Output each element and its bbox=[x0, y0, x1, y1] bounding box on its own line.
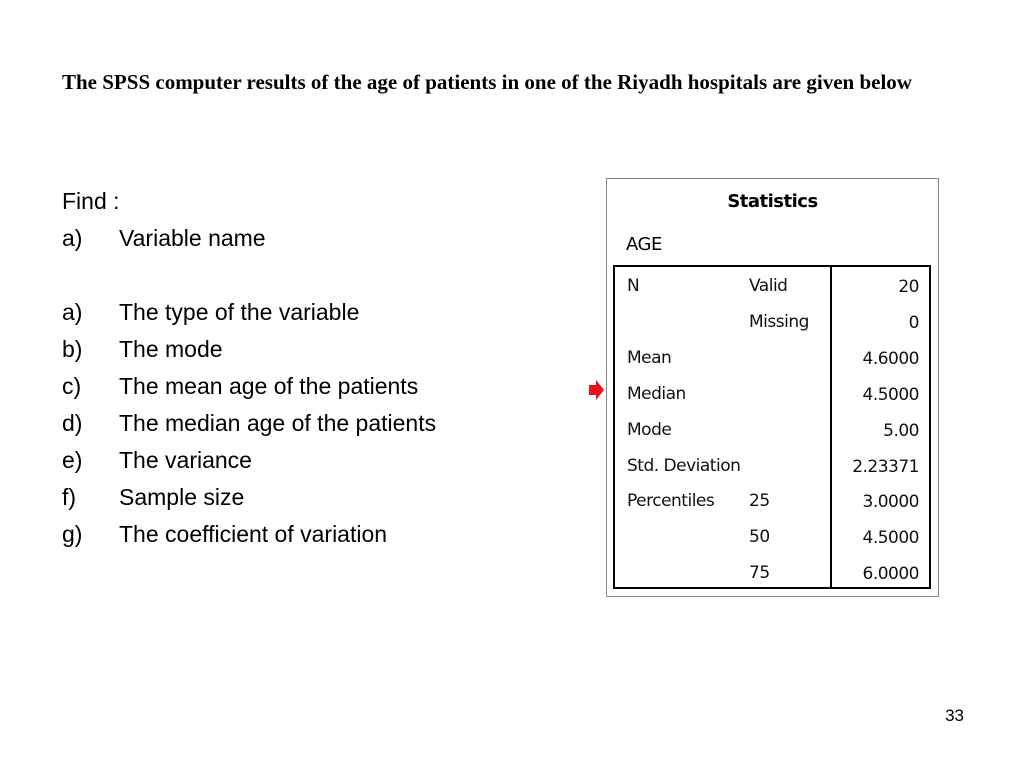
stat-sublabel: Valid bbox=[749, 276, 788, 296]
stat-value: 4.6000 bbox=[862, 349, 919, 369]
question-text: Variable name bbox=[119, 225, 266, 251]
stat-value: 6.0000 bbox=[862, 564, 919, 584]
question-text: The variance bbox=[119, 447, 252, 473]
find-label: Find : bbox=[62, 188, 120, 214]
stat-sublabel: 75 bbox=[749, 563, 770, 583]
question-letter: e) bbox=[62, 447, 83, 473]
page-number: 33 bbox=[945, 706, 964, 725]
variable-name: AGE bbox=[626, 234, 662, 255]
stat-label: Median bbox=[627, 384, 686, 404]
slide-title: The SPSS computer results of the age of patients in one of the Riyadh hospitals are given below bbox=[62, 70, 912, 94]
stat-value: 5.00 bbox=[883, 421, 919, 441]
stat-label: Std. Deviation bbox=[627, 456, 741, 476]
question-letter: f) bbox=[62, 484, 77, 510]
stat-label: Mode bbox=[627, 420, 672, 440]
stat-sublabel: 50 bbox=[749, 527, 770, 547]
red-arrow-icon bbox=[587, 379, 605, 401]
question-text: The coefficient of variation bbox=[119, 521, 388, 547]
question-text: The median age of the patients bbox=[119, 410, 437, 436]
question-letter: a) bbox=[62, 299, 83, 325]
column-divider bbox=[830, 267, 832, 587]
question-letter: g) bbox=[62, 521, 83, 547]
question-text: The mean age of the patients bbox=[119, 373, 419, 399]
stat-value: 4.5000 bbox=[862, 528, 919, 548]
stat-label: N bbox=[627, 276, 640, 296]
question-item bbox=[62, 371, 436, 408]
question-item bbox=[62, 445, 436, 482]
question-item bbox=[62, 482, 436, 519]
question-letter: c) bbox=[62, 373, 82, 399]
stat-sublabel: 25 bbox=[749, 491, 770, 511]
stat-label: Percentiles bbox=[627, 491, 715, 511]
statistics-table bbox=[613, 265, 931, 589]
question-letter: d) bbox=[62, 410, 83, 436]
stat-value: 2.23371 bbox=[852, 457, 919, 477]
question-text: The mode bbox=[119, 336, 223, 362]
spss-statistics-panel bbox=[606, 178, 939, 597]
statistics-heading: Statistics bbox=[727, 191, 818, 212]
question-letter: b) bbox=[62, 336, 83, 362]
question-text: The type of the variable bbox=[119, 299, 360, 325]
stat-value: 0 bbox=[908, 313, 919, 333]
question-text: Sample size bbox=[119, 484, 245, 510]
stat-value: 4.5000 bbox=[862, 385, 919, 405]
question-item bbox=[62, 408, 436, 445]
stat-value: 20 bbox=[898, 277, 919, 297]
question-item bbox=[62, 297, 436, 334]
question-item bbox=[62, 334, 436, 371]
question-list bbox=[62, 223, 436, 556]
question-item bbox=[62, 223, 436, 260]
stat-label: Mean bbox=[627, 348, 672, 368]
question-letter: a) bbox=[62, 225, 83, 251]
question-item bbox=[62, 519, 436, 556]
stat-value: 3.0000 bbox=[862, 492, 919, 512]
stat-sublabel: Missing bbox=[749, 312, 809, 332]
